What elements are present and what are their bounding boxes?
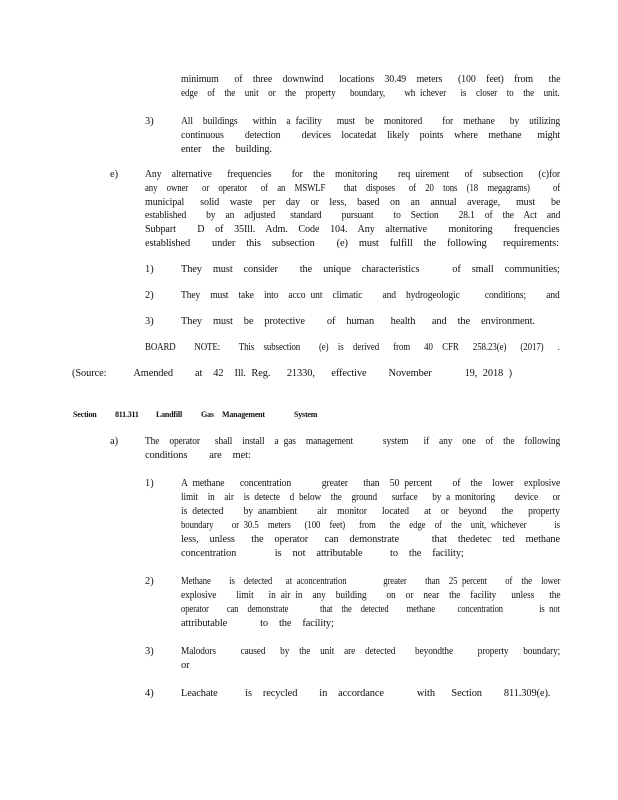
paragraph-a-item-4-line-1: Leachate is recycled in accordance with Section 811.309(e). <box>181 688 551 699</box>
section-heading-label: Section <box>73 410 97 419</box>
paragraph-a-line-1: The operator shall install a gas management system if any one of the following <box>145 436 561 447</box>
paragraph-a-item-3-line-1: Malodors caused by the unit are detected beyondthe property boundary; <box>181 646 561 657</box>
section-heading-title-word-2: Gas <box>201 410 214 419</box>
paragraph-a-item-1-line-3: is detected by anambient air monitor located at or beyond the property <box>181 506 560 517</box>
paragraph-a-item-3-line-2: or <box>181 660 190 671</box>
section-heading <box>0 410 618 422</box>
paragraph-a-item-2-line-3: operator can demonstrate that the detected methane concentration is not <box>181 604 560 615</box>
paragraph-a-item-4-number: 4) <box>145 688 154 699</box>
item-3-line-2: continuous detection devices locatedat likely points where methane might <box>181 130 561 141</box>
paragraph-e-item-2-text: They must take into acco unt climatic and hydrogeologic conditions; and <box>181 290 560 301</box>
paragraph-a-item-1-number: 1) <box>145 478 154 489</box>
paragraph-a-item-2-line-4: attributable to the facility; <box>181 618 334 629</box>
paragraph-a-item-2-line-2: explosive limit in air in any building on or near the facility unless the <box>181 590 561 601</box>
paragraph-e-item-2-number: 2) <box>145 290 154 301</box>
paragraph-a-item-1-line-6: concentration is not attributable to the facility; <box>181 548 464 559</box>
paragraph-a-item-2-number: 2) <box>145 576 154 587</box>
section-heading-title-word-4: System <box>294 410 318 419</box>
paragraph-e-item-3-text: They must be protective of human health and the environment. <box>181 316 535 327</box>
paragraph-a-item-1-line-1: A methane concentration greater than 50 percent of the lower explosive <box>181 478 561 489</box>
paragraph-e-line-4: established by an adjusted standard pursuant to Section 28.1 of the Act and <box>145 210 561 221</box>
paragraph-e-line-3: municipal solid waste per day or less, based on an annual average, must be <box>145 197 561 208</box>
paragraph-e-line-5: Subpart D of 35Ill. Adm. Code 104. Any alternative monitoring frequencies <box>145 224 560 235</box>
paragraph-a-item-1-line-5: less, unless the operator can demonstrate that thedetec ted methane <box>181 534 561 545</box>
paragraph-e-item-1-text: They must consider the unique characteristics of small communities; <box>181 264 560 275</box>
paragraph-a-item-3-number: 3) <box>145 646 154 657</box>
paragraph-e-line-6: established under this subsection (e) must fulfill the following requirements: <box>145 238 559 249</box>
section-heading-title-word-3: Management <box>222 410 265 419</box>
source-note: (Source: Amended at 42 Ill. Reg. 21330, effective November 19, 2018 ) <box>72 368 513 379</box>
item-3-number: 3) <box>145 116 154 127</box>
paragraph-e-line-1: Any alternative frequencies for the monitoring req uirement of subsection (c)for <box>145 169 561 180</box>
section-heading-number: 811.311 <box>115 410 139 419</box>
item-3-line-3: enter the building. <box>181 144 272 155</box>
paragraph-e-line-2: any owner or operator of an MSWLF that disposes of 20 tons (18 megagrams) of <box>145 183 561 194</box>
board-note: BOARD NOTE: This subsection (e) is derived from 40 CFR 258.23(e) (2017) . <box>145 342 560 353</box>
continuation-line-2: edge of the unit or the property boundary, wh ichever is closer to the unit. <box>181 88 560 99</box>
paragraph-a-item-1-line-4: boundary or 30.5 meters (100 feet) from the edge of the unit, whichever is <box>181 520 560 531</box>
paragraph-a-label: a) <box>110 436 119 447</box>
paragraph-e-label: e) <box>110 169 119 180</box>
paragraph-e-item-3-number: 3) <box>145 316 154 327</box>
paragraph-a-line-2: conditions are met: <box>145 450 251 461</box>
paragraph-e-item-1-number: 1) <box>145 264 154 275</box>
item-3-line-1: All buildings within a facility must be monitored for methane by utilizing <box>181 116 561 127</box>
paragraph-a-item-1-line-2: limit in air is detecte d below the ground surface by a monitoring device or <box>181 492 561 503</box>
section-heading-title-word-1: Landfill <box>156 410 182 419</box>
continuation-line-1: minimum of three downwind locations 30.49 meters (100 feet) from the <box>181 74 561 85</box>
paragraph-a-item-2-line-1: Methane is detected at aconcentration greater than 25 percent of the lower <box>181 576 561 587</box>
